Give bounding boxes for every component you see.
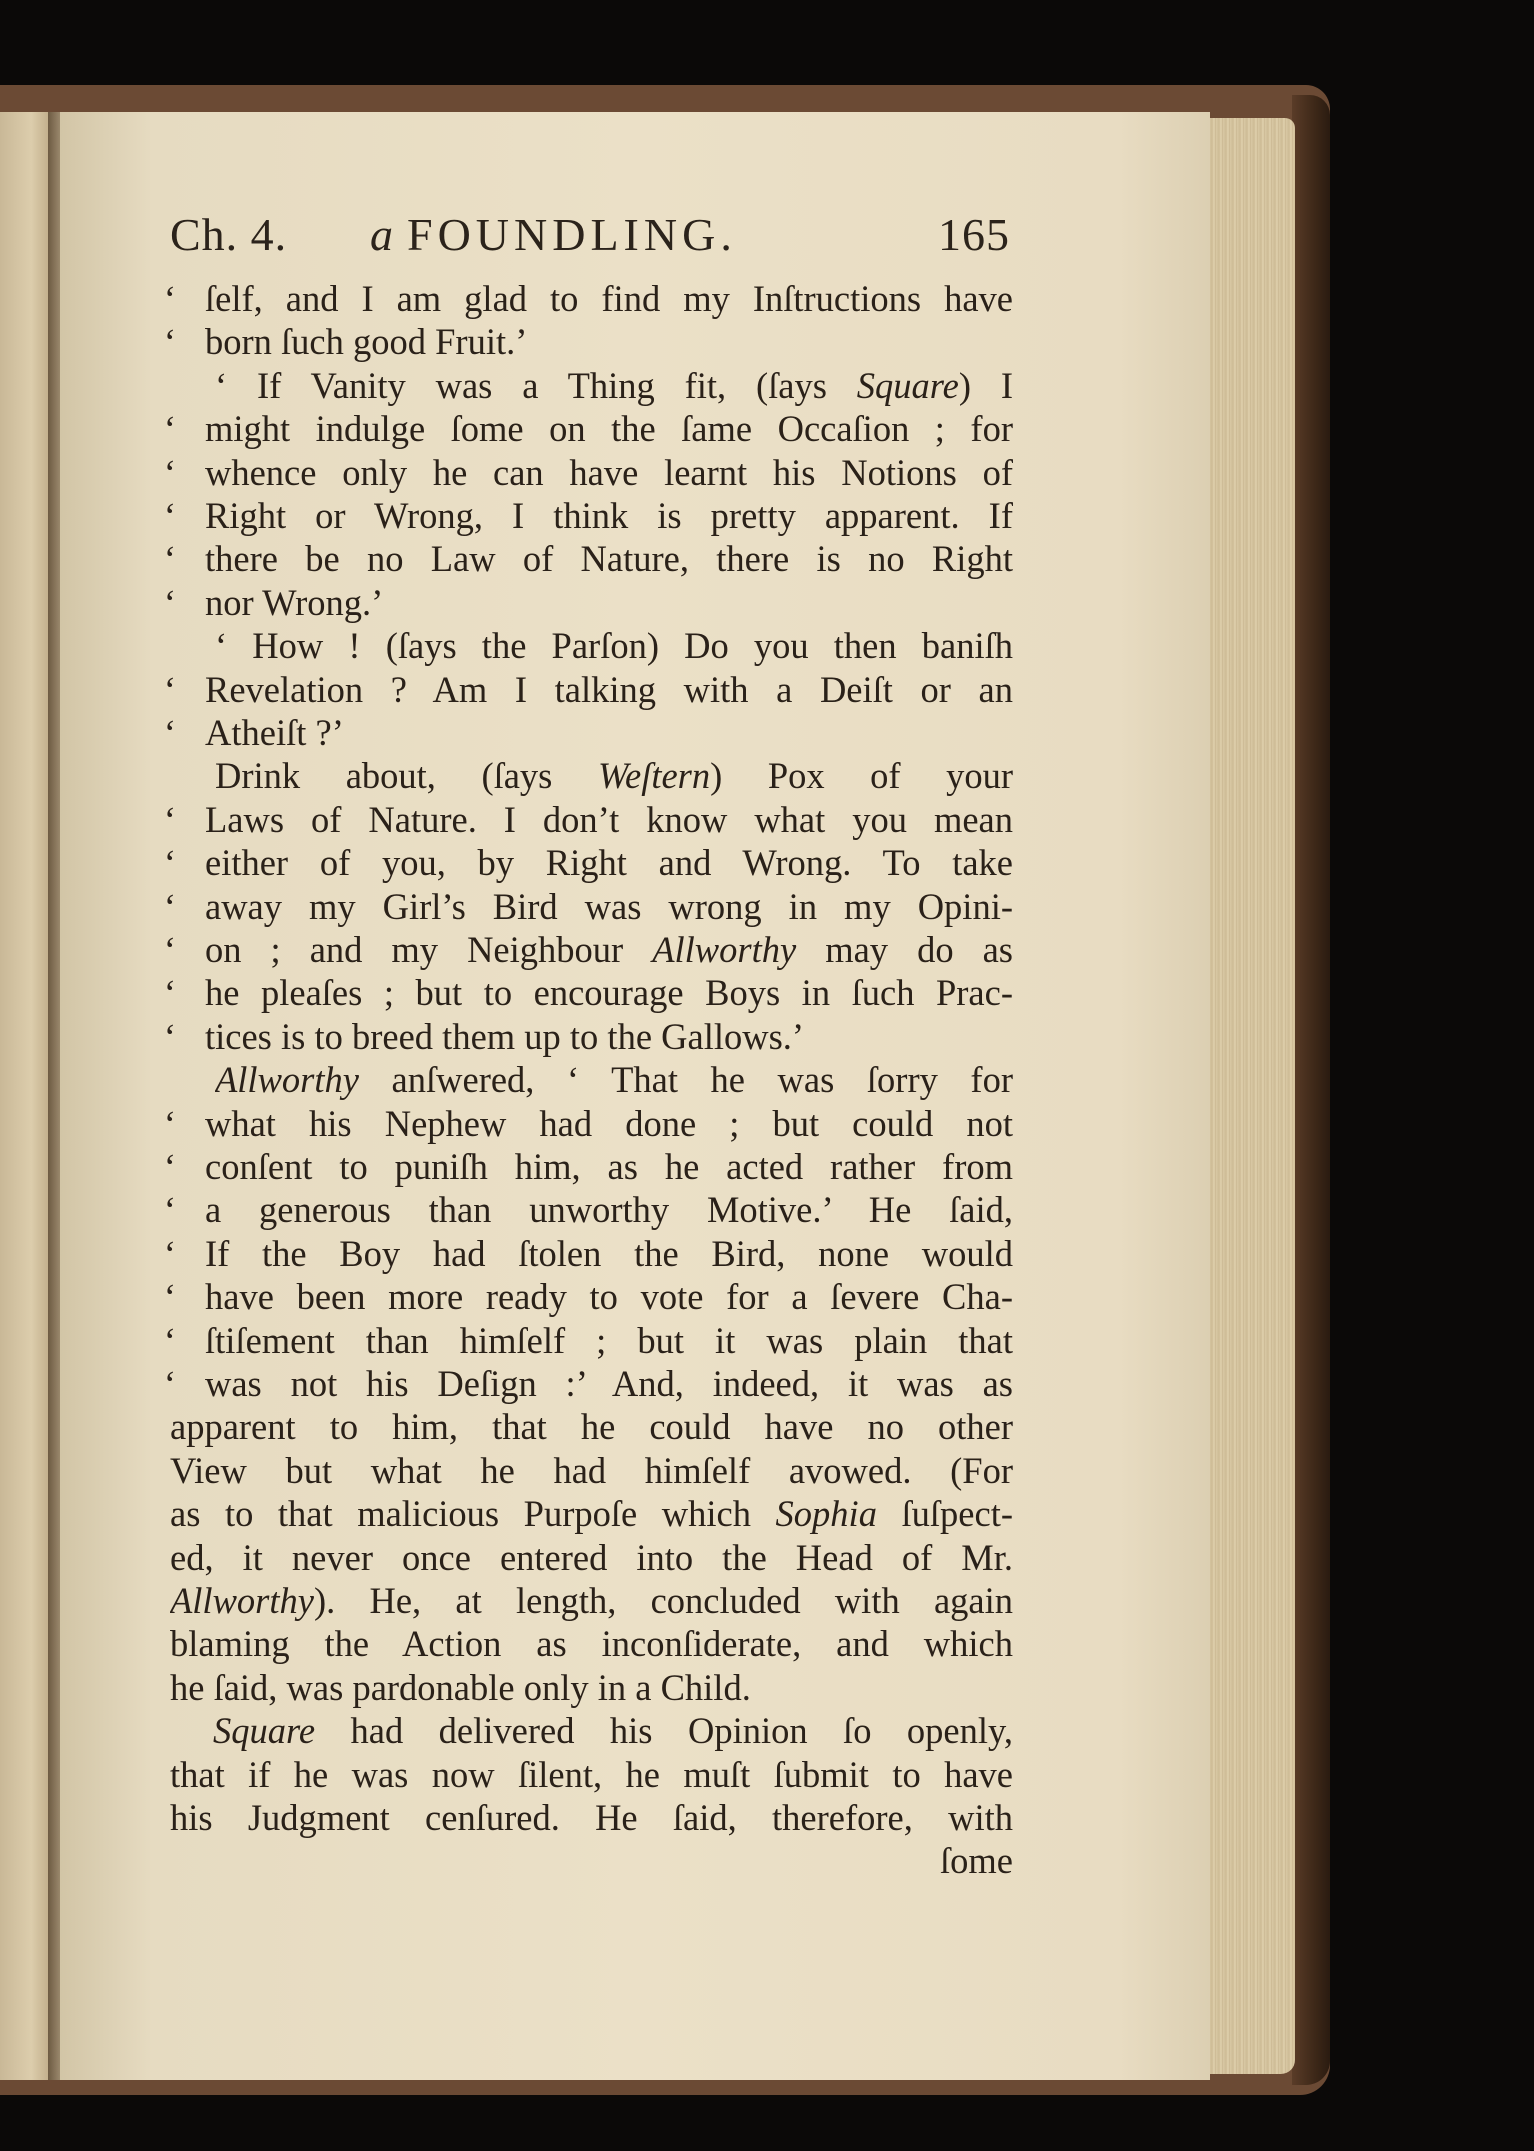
line-text: he ſaid, was pardonable only in a Child. [170,1666,751,1708]
line-text: Square had delivered his Opinion ſo openly, [213,1710,1013,1752]
page-fore-edge [1195,118,1295,2074]
line-text: have been more ready to vote for a ſevere Cha- [205,1276,1013,1318]
quote-mark: ‘ [163,1276,177,1318]
line-text: on ; and my Neighbour Allworthy may do as [205,929,1013,970]
quote-mark: ‘ [163,321,177,363]
line-text: ‘ How ! (ſays the Parſon) Do you then baniſh [215,625,1013,667]
book-page [60,112,1210,2080]
line-text: might indulge ſome on the ſame Occaſion ; for [205,408,1013,450]
line-text: that if he was now ſilent, he muſt ſubmit to have [170,1753,1013,1795]
line-text: Laws of Nature. I don’t know what you mean [205,798,1013,840]
quote-mark: ‘ [163,1015,177,1057]
quote-mark: ‘ [163,712,177,753]
quote-mark: ‘ [163,972,177,1014]
quote-mark: ‘ [163,1189,177,1231]
line-text: whence only he can have learnt his Notions of [205,451,1013,493]
quote-mark: ‘ [163,408,177,450]
line-text: apparent to him, that he could have no other [170,1406,1013,1448]
quote-mark: ‘ [163,278,177,319]
quote-mark: ‘ [163,929,177,970]
quote-mark: ‘ [163,1232,177,1274]
quote-mark: ‘ [163,495,177,536]
line-text: View but what he had himſelf avowed. (For [170,1449,1013,1491]
line-text: ſelf, and I am glad to find my Inſtructions have [205,278,1013,319]
line-text: Allworthy). He, at length, concluded with again [170,1580,1013,1621]
line-text: he pleaſes ; but to encourage Boys in ſuch Prac- [205,972,1013,1014]
line-text: as to that malicious Purpoſe which Sophia ſuſpect- [170,1493,1013,1535]
line-text: born ſuch good Fruit.’ [205,321,528,363]
quote-mark: ‘ [163,885,177,927]
line-text: nor Wrong.’ [205,581,384,623]
line-text: away my Girl’s Bird was wrong in my Opini- [205,885,1013,927]
quote-mark: ‘ [163,538,177,580]
running-title-text: FOUNDLING. [407,209,737,260]
line-text: If the Boy had ſtolen the Bird, none would [205,1232,1013,1274]
line-text: Revelation ? Am I talking with a Deiſt or an [205,668,1013,710]
quote-mark: ‘ [163,581,177,623]
quote-mark: ‘ [163,1363,177,1404]
line-text: ed, it never once entered into the Head of Mr. [170,1536,1013,1578]
line-text: a generous than unworthy Motive.’ He ſaid, [205,1189,1013,1231]
quote-mark: ‘ [163,451,177,493]
line-text: tices is to breed them up to the Gallows.’ [205,1015,805,1057]
line-text: conſent to puniſh him, as he acted rather from [205,1146,1013,1187]
line-text: Right or Wrong, I think is pretty apparent. If [205,495,1013,536]
quote-mark: ‘ [163,1146,177,1187]
line-text: what his Nephew had done ; but could not [205,1102,1013,1144]
line-text: Allworthy anſwered, ‘ That he was ſorry for [215,1059,1013,1101]
line-text: ſome [940,1840,1013,1882]
line-text: there be no Law of Nature, there is no Right [205,538,1013,580]
chapter-label: Ch. 4. [170,209,288,260]
book-spine-edge [1292,95,1330,2085]
line-text: his Judgment cenſured. He ſaid, therefore, with [170,1797,1013,1838]
line-text: either of you, by Right and Wrong. To take [205,842,1013,884]
line-text: blaming the Action as inconſiderate, and which [170,1623,1013,1665]
running-title-article: a [370,209,393,260]
line-text: was not his Deſign :’ And, indeed, it was as [205,1363,1013,1404]
line-text: ‘ If Vanity was a Thing fit, (ſays Square) I [215,364,1013,406]
left-page-edge [0,112,52,2080]
line-text: ſtiſement than himſelf ; but it was plain that [205,1319,1013,1361]
quote-mark: ‘ [163,798,177,840]
quote-mark: ‘ [163,668,177,710]
quote-mark: ‘ [163,1319,177,1361]
quote-mark: ‘ [163,1102,177,1144]
quote-mark: ‘ [163,842,177,884]
page-number: 165 [938,209,1010,260]
line-text: Drink about, (ſays Weſtern) Pox of your [215,755,1013,797]
line-text: Atheiſt ?’ [205,712,344,753]
